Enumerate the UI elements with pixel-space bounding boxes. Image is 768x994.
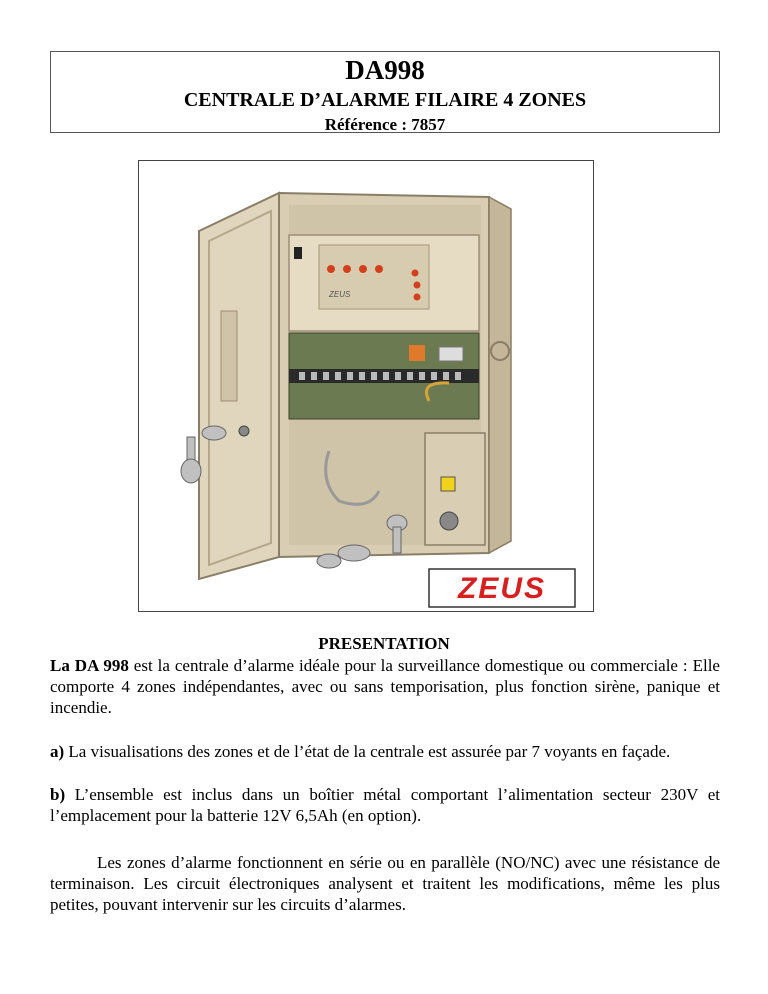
- paragraph-b-text: L’ensemble est inclus dans un boîtier métal comportant l’alimentation secteur 230V et l’emplacement pour la batterie 12V 6,5Ah (en option).: [50, 785, 720, 825]
- brand-logo: ZEUS: [457, 572, 547, 605]
- alarm-cabinet-illustration: [139, 161, 593, 611]
- title-box: [50, 51, 720, 133]
- product-model: DA998: [345, 55, 425, 85]
- product-reference: Référence : 7857: [324, 115, 446, 134]
- product-subtitle: CENTRALE D’ALARME FILAIRE 4 ZONES: [183, 89, 587, 111]
- paragraph-zones: Les zones d’alarme fonctionnent en série ou en parallèle (NO/NC) avec une résistance de terminaison. Les circuit électroniques analysent et traitent les modifications, même les plus petites, pouvant intervenir sur les circuits d’alarmes.: [50, 853, 720, 914]
- paragraph-a: [50, 741, 720, 762]
- paragraph-intro-text: est la centrale d’alarme idéale pour la surveillance domestique ou commerciale : Elle comporte 4 zones indépendantes, avec ou sans temporisation, plus fonction sirène, panique et incendie.: [50, 656, 720, 717]
- product-photo: [138, 160, 594, 612]
- paragraph-b-strong: b): [50, 785, 66, 804]
- paragraph-intro: [50, 655, 720, 718]
- paragraph-b: [50, 784, 720, 826]
- presentation-heading: PRESENTATION: [318, 634, 450, 653]
- panel-label: ZEUS: [329, 290, 351, 299]
- paragraph-a-strong: a): [50, 742, 65, 761]
- paragraph-intro-strong: La DA 998: [50, 656, 129, 675]
- paragraph-a-text: La visualisations des zones et de l’état de la centrale est assurée par 7 voyants en façade.: [64, 742, 671, 761]
